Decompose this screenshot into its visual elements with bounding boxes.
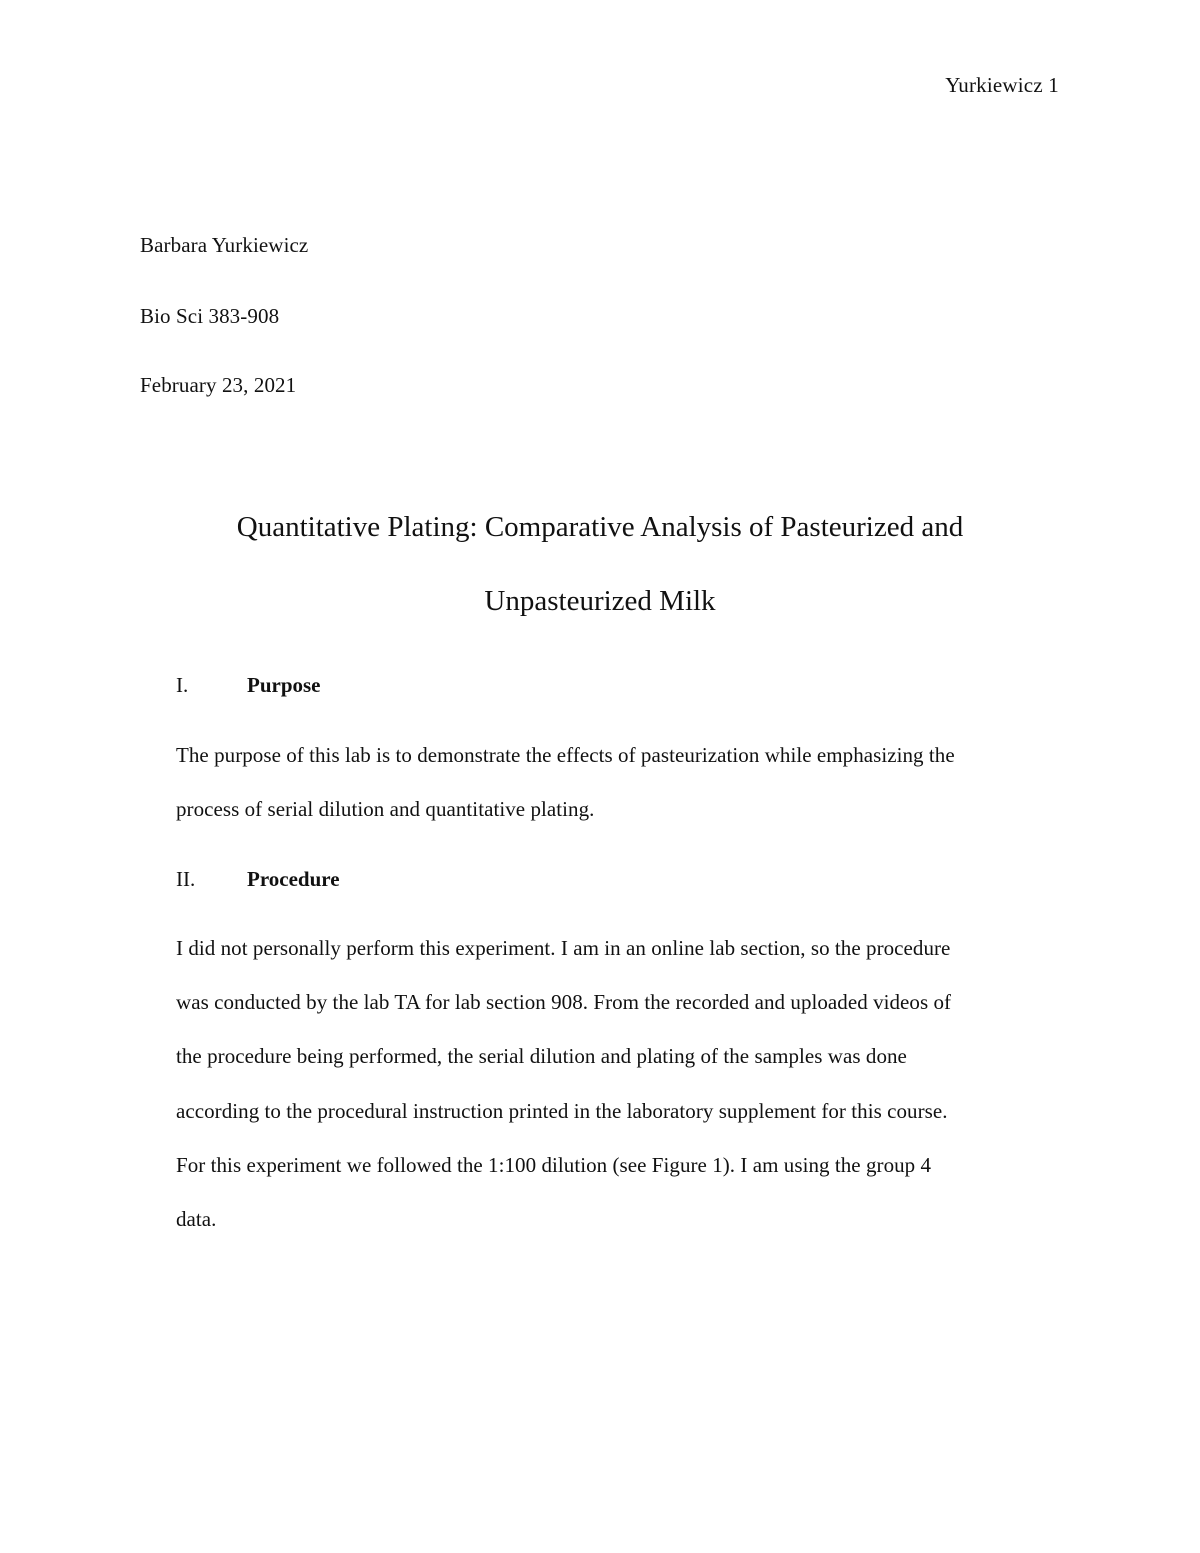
document-title-line-1: Quantitative Plating: Comparative Analysis of Pasteurized and xyxy=(236,511,964,543)
purpose-paragraph-line: The purpose of this lab is to demonstrate the effects of pasteurization while emphasizing the xyxy=(176,743,955,767)
document-date: February 23, 2021 xyxy=(140,373,297,397)
section-purpose-number: I. xyxy=(176,673,189,697)
procedure-paragraph-line: according to the procedural instruction printed in the laboratory supplement for this course. xyxy=(176,1099,948,1123)
procedure-paragraph-line: was conducted by the lab TA for lab section 908. From the recorded and uploaded videos of xyxy=(176,990,952,1014)
section-procedure-number: II. xyxy=(176,867,196,891)
course-id: Bio Sci 383-908 xyxy=(140,304,280,328)
procedure-paragraph-line: For this experiment we followed the 1:100 dilution (see Figure 1). I am using the group 4 xyxy=(176,1153,932,1177)
section-procedure-heading: Procedure xyxy=(247,867,340,891)
procedure-paragraph-line: the procedure being performed, the serial dilution and plating of the samples was done xyxy=(176,1044,907,1068)
section-purpose-heading: Purpose xyxy=(247,673,321,697)
document-title-line-2: Unpasteurized Milk xyxy=(484,585,716,617)
author-name: Barbara Yurkiewicz xyxy=(140,233,309,257)
procedure-paragraph-line: I did not personally perform this experiment. I am in an online lab section, so the procedure xyxy=(176,936,951,960)
procedure-paragraph-line: data. xyxy=(176,1207,217,1231)
running-header: Yurkiewicz 1 xyxy=(945,73,1059,97)
purpose-paragraph-line: process of serial dilution and quantitative plating. xyxy=(176,797,595,821)
